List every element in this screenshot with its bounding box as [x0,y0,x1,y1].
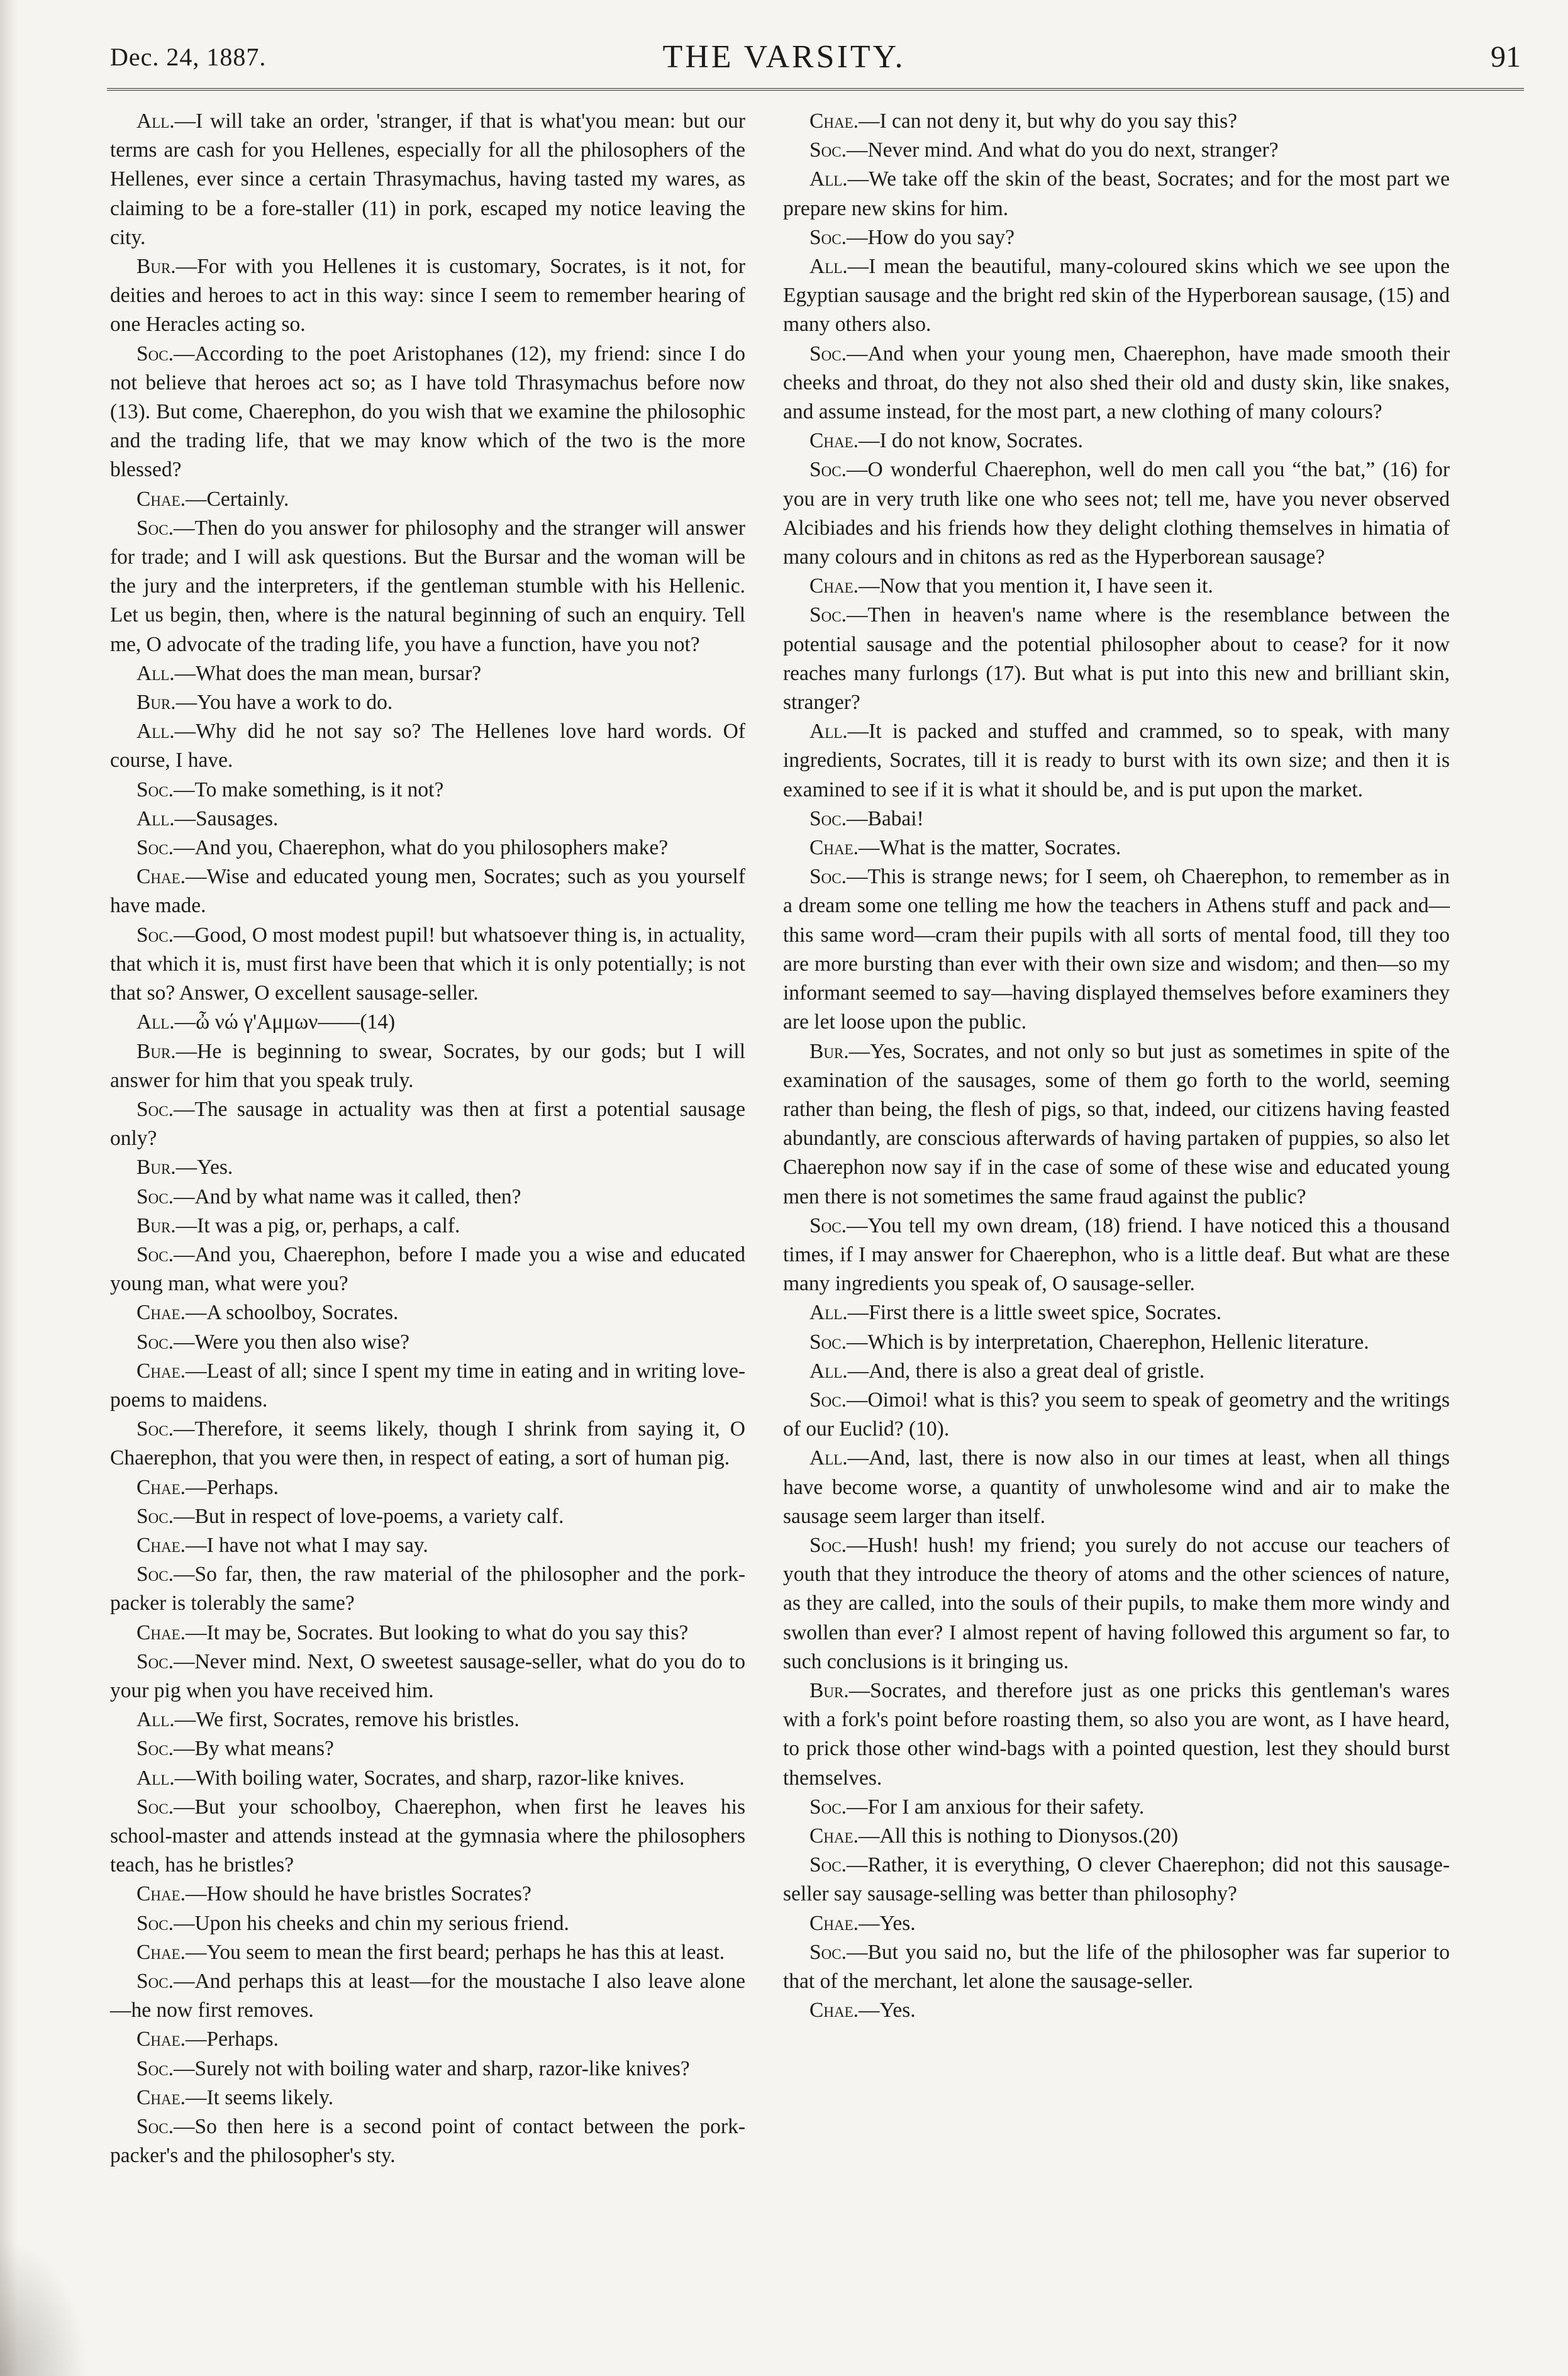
dialogue-text: —With boiling water, Socrates, and sharp, razor-like knives. [174,1766,685,1790]
header-rule [107,88,1524,91]
dialogue-paragraph [110,1008,745,1037]
dialogue-paragraph [110,1648,745,1705]
dialogue-paragraph [110,659,745,688]
dialogue-paragraph [110,1212,745,1241]
dialogue-paragraph [110,1095,745,1153]
dialogue-paragraph [783,1298,1450,1327]
dialogue-text: —Rather, it is everything, O clever Chaerephon; did not this sausage-seller say sausage-selling was better than philosophy? [783,1853,1450,1906]
dialogue-paragraph [110,1328,745,1357]
page-number: 91 [1491,40,1521,74]
dialogue-paragraph [783,1212,1450,1299]
dialogue-paragraph [110,776,745,805]
dialogue-text: —Therefore, it seems likely, though I shrink from saying it, O Chaerephon, that you were then, in respect of eating, a sort of human pig. [110,1417,745,1470]
dialogue-paragraph [783,1822,1450,1851]
dialogue-text: —Perhaps. [186,2027,279,2051]
dialogue-paragraph [783,165,1450,223]
speaker-label: All. [809,1446,848,1470]
dialogue-paragraph [110,1734,745,1763]
speaker-label: Soc. [809,603,847,627]
speaker-label: Chae. [136,1882,186,1906]
dialogue-text: —This is strange news; for I seem, oh Chaerephon, to remember as in a dream some one telling me how the teachers in Athens stuff and pack and—this same word—cram their pupils with all sorts of mental food, till they too are more bursting than ever with their own size and wisdom; and then—so my informant seemed to say—having displayed themselves before examiners they are let loose upon the public. [783,865,1450,1034]
dialogue-paragraph [110,1705,745,1734]
dialogue-paragraph [783,1938,1450,1996]
speaker-label: Soc. [809,342,847,365]
dialogue-text: —Perhaps. [186,1475,279,1499]
dialogue-paragraph [110,1764,745,1793]
dialogue-paragraph [783,252,1450,340]
dialogue-paragraph [783,1851,1450,1909]
dialogue-paragraph [783,340,1450,427]
speaker-label: All. [136,720,175,744]
speaker-label: Chae. [136,1475,186,1499]
dialogue-paragraph [783,427,1450,455]
dialogue-paragraph [110,2112,745,2170]
dialogue-paragraph [783,1357,1450,1386]
dialogue-text: —And you, Chaerephon, before I made you a wise and educated young man, what were you? [110,1242,745,1296]
speaker-label: Chae. [809,1999,859,2022]
dialogue-text: —But in respect of love-poems, a variety calf. [173,1504,564,1528]
speaker-label: Soc. [809,1330,847,1354]
dialogue-text: —Socrates, and therefore just as one pricks this gentleman's wares with a fork's point before roasting them, so also you are wont, as I have heard, to prick those other wind-bags with a pointed question, lest they should burst themselves. [783,1678,1450,1790]
dialogue-paragraph [783,107,1450,136]
dialogue-paragraph [110,2055,745,2083]
speaker-label: Soc. [136,2115,174,2139]
dialogue-text: —The sausage in actuality was then at first a potential sausage only? [110,1097,745,1151]
dialogue-paragraph [110,1938,745,1967]
dialogue-paragraph [110,688,745,717]
dialogue-text: —What does the man mean, bursar? [174,661,482,685]
dialogue-paragraph [783,862,1450,1037]
dialogue-text: —Never mind. Next, O sweetest sausage-seller, what do you do to your pig when you have received him. [110,1649,745,1702]
dialogue-text: —You seem to mean the first beard; perhaps he has this at least. [186,1940,725,1964]
dialogue-text: —Yes, Socrates, and not only so but just as sometimes in spite of the examination of the sausages, some of them go forth to the world, seeming rather than being, the flesh of pigs, so that, indeed, our citizens having feasted abundantly, are conscious afterwards of having partaken of puppies, so also let Chaerephon now say if in the case of some of these wise and educated young men there is not sometimes the same fraud against the public? [783,1039,1450,1208]
speaker-label: All. [809,255,848,279]
dialogue-text: —So far, then, the raw material of the philosopher and the pork-packer is tolerably the same? [110,1563,745,1615]
speaker-label: Soc. [136,1911,174,1935]
dialogue-paragraph [783,1386,1450,1444]
dialogue-text: —Least of all; since I spent my time in eating and in writing love-poems to maidens. [110,1359,745,1412]
dialogue-text: —First there is a little sweet spice, Socrates. [847,1301,1222,1325]
page-header [0,35,1568,85]
dialogue-text: —Then do you answer for philosophy and the stranger will answer for trade; and I will ask questions. But the Bursar and the woman will be the jury and the interpreters, if the gentleman stumble with his Hellenic. Let us begin, then, where is the natural beginning of such an enquiry. Tell me, O advocate of the trading life, you have a function, have you not? [110,516,745,656]
dialogue-paragraph [783,1676,1450,1793]
speaker-label: Soc. [136,1097,174,1121]
dialogue-text: —I will take an order, 'stranger, if that is what'you mean: but our terms are cash for you Hellenes, especially for all the philosophers of the Hellenes, ever since a certain Thrasymachus, having tasted my wares, as claiming to be a fore-staller (11) in pork, escaped my notice leaving the city. [110,109,745,249]
dialogue-text: —A schoolboy, Socrates. [186,1301,399,1325]
speaker-label: Chae. [809,1911,859,1935]
dialogue-text: —And perhaps this at least—for the moustache I also leave alone—he now first removes. [110,1970,745,2022]
dialogue-paragraph [110,485,745,514]
speaker-label: Chae. [136,487,186,511]
speaker-label: All. [136,109,175,133]
speaker-label: Soc. [136,1737,174,1761]
speaker-label: Bur. [136,691,176,715]
page-corner-smudge [0,2238,88,2376]
speaker-label: Soc. [809,1795,847,1819]
speaker-label: Soc. [136,1970,174,1993]
speaker-label: Soc. [136,1417,174,1441]
dialogue-paragraph [110,1967,745,2025]
dialogue-paragraph [110,1183,745,1212]
speaker-label: All. [136,1010,175,1034]
dialogue-paragraph [110,1531,745,1560]
speaker-label: Chae. [809,836,859,860]
dialogue-text: —And, there is also a great deal of gristle. [847,1359,1205,1383]
dialogue-text: —Certainly. [186,487,289,511]
speaker-label: All. [136,1766,175,1790]
speaker-label: Bur. [136,1156,176,1180]
speaker-label: Soc. [136,923,174,947]
speaker-label: All. [809,1301,848,1325]
right-column [783,107,1450,2025]
dialogue-text: —I mean the beautiful, many-coloured skins which we see upon the Egyptian sausage and the bright red skin of the Hyperborean sausage, (15) and many others also. [783,255,1450,337]
speaker-label: Soc. [809,225,847,249]
dialogue-text: —All this is nothing to Dionysos.(20) [859,1824,1179,1848]
dialogue-text: —It is packed and stuffed and crammed, so to speak, with many ingredients, Socrates, till it is ready to burst with its own size; and then it is examined to see if it is what it should be, and is put upon the market. [783,720,1450,801]
dialogue-text: —What is the matter, Socrates. [859,836,1121,860]
speaker-label: Chae. [809,1824,859,1848]
speaker-label: Chae. [136,2027,186,2051]
dialogue-paragraph [110,107,745,252]
speaker-label: Soc. [136,778,174,801]
dialogue-paragraph [110,834,745,862]
speaker-label: Chae. [136,2085,186,2109]
speaker-label: Chae. [136,1940,186,1964]
speaker-label: All. [136,806,175,830]
speaker-label: Soc. [809,806,847,830]
dialogue-paragraph [110,1909,745,1938]
left-column [110,107,745,2170]
dialogue-text: —But your schoolboy, Chaerephon, when first he leaves his school-master and attends instead at the gymnasia where the philosophers teach, has he bristles? [110,1795,745,1877]
speaker-label: Soc. [809,138,847,162]
dialogue-paragraph [783,1328,1450,1357]
dialogue-paragraph [110,1619,745,1648]
dialogue-text: —For with you Hellenes it is customary, Socrates, is it not, for deities and heroes to act in this way: since I seem to remember hearing of one Heracles acting so. [110,255,745,337]
speaker-label: Soc. [136,836,174,860]
dialogue-text: —Babai! [846,806,924,830]
dialogue-text: —So then here is a second point of contact between the pork-packer's and the philosopher's sty. [110,2115,745,2168]
speaker-label: Soc. [136,1795,174,1819]
dialogue-paragraph [110,252,745,340]
dialogue-paragraph [110,1153,745,1182]
dialogue-text: —We take off the skin of the beast, Socrates; and for the most part we prepare new skins for him. [783,167,1450,220]
speaker-label: Soc. [136,1649,174,1673]
dialogue-paragraph [783,1444,1450,1531]
dialogue-text: —To make something, is it not? [173,778,444,801]
dialogue-paragraph [783,805,1450,834]
speaker-label: Chae. [136,1359,186,1383]
speaker-label: Bur. [136,1213,176,1237]
dialogue-text: —Wise and educated young men, Socrates; such as you yourself have made. [110,865,745,918]
dialogue-paragraph [783,1793,1450,1822]
dialogue-text: —Which is by interpretation, Chaerephon, Hellenic literature. [846,1330,1369,1354]
dialogue-text: —According to the poet Aristophanes (12), my friend: since I do not believe that heroes act so; as I have told Thrasymachus before now (13). But come, Chaerephon, do you wish that we examine the philosophic and the trading life, that we may know which of the two is the more blessed? [110,342,745,482]
dialogue-text: —For I am anxious for their safety. [846,1795,1145,1819]
dialogue-text: —I can not deny it, but why do you say this? [859,109,1237,133]
speaker-label: Chae. [136,1620,186,1644]
dialogue-paragraph [783,834,1450,862]
speaker-label: Soc. [809,458,847,482]
dialogue-paragraph [783,601,1450,717]
dialogue-paragraph [110,1502,745,1531]
dialogue-text: —Yes. [859,1911,916,1935]
dialogue-text: —Were you then also wise? [173,1330,409,1354]
dialogue-paragraph [110,1880,745,1909]
speaker-label: Soc. [809,1213,847,1237]
dialogue-text: —And by what name was it called, then? [173,1185,521,1208]
speaker-label: All. [136,1708,175,1732]
speaker-label: Soc. [809,1853,847,1877]
dialogue-paragraph [110,1298,745,1327]
dialogue-text: —Sausages. [174,806,279,830]
dialogue-paragraph [110,1357,745,1415]
speaker-label: All. [809,167,848,191]
dialogue-paragraph [783,572,1450,601]
dialogue-text: —How do you say? [846,225,1015,249]
dialogue-text: —And you, Chaerephon, what do you philosophers make? [173,836,669,860]
speaker-label: All. [809,720,848,744]
speaker-label: Bur. [809,1678,849,1702]
dialogue-text: —Yes. [175,1156,233,1180]
speaker-label: Chae. [136,865,186,889]
dialogue-paragraph [110,340,745,485]
dialogue-paragraph [783,455,1450,572]
dialogue-text: —I do not know, Socrates. [859,429,1083,453]
dialogue-paragraph [783,1996,1450,2025]
dialogue-text: —Oimoi! what is this? you seem to speak of geometry and the writings of our Euclid? (10). [783,1388,1450,1441]
speaker-label: Soc. [809,865,847,889]
dialogue-paragraph [783,717,1450,805]
dialogue-paragraph [110,1037,745,1095]
dialogue-text: —It may be, Socrates. But looking to what do you say this? [186,1620,689,1644]
dialogue-text: —Hush! hush! my friend; you surely do not accuse our teachers of youth that they introduce the theory of atoms and the other sciences of nature, as they are called, into the souls of their pupils, to make them more windy and swollen than ever? I almost repent of having followed this argument so far, to such conclusions is it bringing us. [783,1533,1450,1673]
dialogue-paragraph [783,1531,1450,1676]
dialogue-text: —You tell my own dream, (18) friend. I have noticed this a thousand times, if I may answer for Chaerephon, who is a little deaf. But what are these many ingredients you speak of, O sausage-seller. [783,1213,1450,1296]
speaker-label: Soc. [136,1563,174,1587]
dialogue-text: —ὦ νώ γ'Αμμων——(14) [174,1010,396,1034]
speaker-label: All. [136,661,175,685]
dialogue-text: —Now that you mention it, I have seen it. [859,574,1213,598]
speaker-label: Soc. [136,342,174,365]
speaker-label: Bur. [136,1039,176,1063]
speaker-label: Soc. [136,2056,174,2080]
speaker-label: Chae. [136,1533,186,1557]
speaker-label: Soc. [809,1533,847,1557]
speaker-label: Bur. [136,255,176,279]
dialogue-text: —He is beginning to swear, Socrates, by our gods; but I will answer for him that you speak truly. [110,1039,745,1092]
speaker-label: Soc. [809,1940,847,1964]
speaker-label: Soc. [136,516,174,540]
dialogue-paragraph [110,1793,745,1880]
dialogue-paragraph [110,1415,745,1473]
dialogue-text: —Good, O most modest pupil! but whatsoever thing is, in actuality, that which it is, must first have been that which it is only potentially; is not that so? Answer, O excellent sausage-seller. [110,923,745,1005]
dialogue-paragraph [110,862,745,920]
dialogue-paragraph [110,1560,745,1618]
dialogue-text: —O wonderful Chaerephon, well do men call you “the bat,” (16) for you are in very truth like one who sees not; tell me, have you never observed Alcibiades and his friends how they delight clothing themselves in himatia of many colours and in chitons as red as the Hyperborean sausage? [783,458,1450,569]
dialogue-paragraph [110,1241,745,1298]
issue-date: Dec. 24, 1887. [110,43,267,71]
dialogue-text: —We first, Socrates, remove his bristles. [174,1708,520,1732]
speaker-label: Chae. [809,574,859,598]
dialogue-paragraph [110,921,745,1008]
dialogue-paragraph [783,223,1450,252]
dialogue-text: —And, last, there is now also in our times at least, when all things have become worse, a quantity of unwholesome wind and air to make the sausage seem larger than itself. [783,1446,1450,1528]
dialogue-paragraph [783,1037,1450,1212]
dialogue-text: —It was a pig, or, perhaps, a calf. [175,1213,460,1237]
dialogue-paragraph [110,2025,745,2054]
speaker-label: Chae. [809,429,859,453]
speaker-label: Soc. [809,1388,847,1412]
dialogue-text: —How should he have bristles Socrates? [186,1882,531,1906]
masthead-title: THE VARSITY. [662,39,906,75]
speaker-label: Chae. [136,1301,186,1325]
dialogue-text: —It seems likely. [186,2085,334,2109]
dialogue-paragraph [110,717,745,775]
dialogue-paragraph [110,1473,745,1502]
dialogue-paragraph [783,136,1450,165]
dialogue-text: —You have a work to do. [175,691,393,715]
dialogue-paragraph [783,1909,1450,1938]
speaker-label: Bur. [809,1039,849,1063]
dialogue-text: —Then in heaven's name where is the resemblance between the potential sausage and the potential philosopher about to cease? for it now reaches many furlongs (17). But what is put into this new and brilliant skin, stranger? [783,603,1450,715]
speaker-label: Soc. [136,1185,174,1208]
dialogue-text: —By what means? [173,1737,334,1761]
page-edge-shadow [0,0,18,2376]
dialogue-text: —Never mind. And what do you do next, stranger? [846,138,1279,162]
dialogue-text: —And when your young men, Chaerephon, have made smooth their cheeks and throat, do they not also shed their old and dusty skin, like snakes, and assume instead, for the most part, a new clothing of many colours? [783,342,1450,424]
speaker-label: All. [809,1359,848,1383]
dialogue-paragraph [110,514,745,659]
dialogue-text: —I have not what I may say. [186,1533,428,1557]
dialogue-paragraph [110,805,745,834]
dialogue-text: —Upon his cheeks and chin my serious friend. [173,1911,569,1935]
speaker-label: Chae. [809,109,859,133]
dialogue-text: —Why did he not say so? The Hellenes love hard words. Of course, I have. [110,720,745,772]
dialogue-text: —Surely not with boiling water and sharp, razor-like knives? [173,2056,690,2080]
dialogue-paragraph [110,2083,745,2112]
dialogue-text: —Yes. [859,1999,916,2022]
speaker-label: Soc. [136,1504,174,1528]
dialogue-text: —But you said no, but the life of the philosopher was far superior to that of the merchant, let alone the sausage-seller. [783,1940,1450,1993]
speaker-label: Soc. [136,1330,174,1354]
speaker-label: Soc. [136,1242,174,1266]
